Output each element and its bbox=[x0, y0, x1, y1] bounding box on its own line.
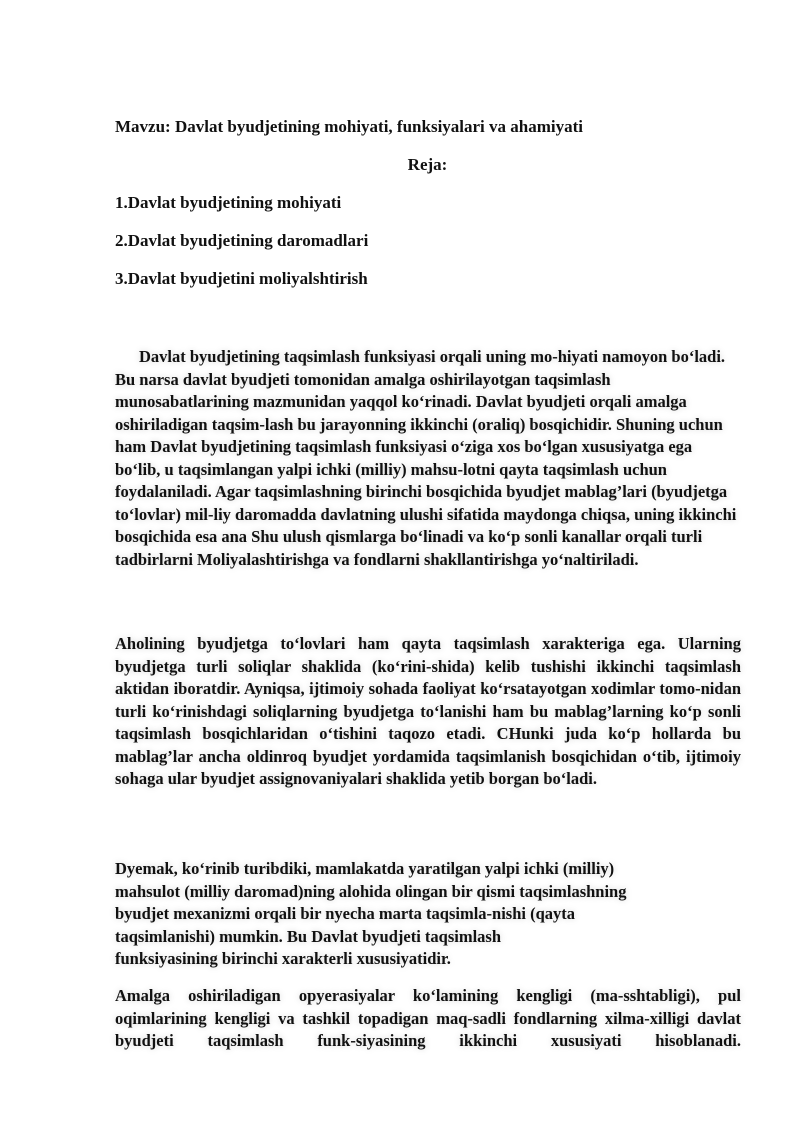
plan-heading: Reja: bbox=[407, 155, 448, 174]
document-title: Mavzu: Davlat byudjetining mohiyati, funksiyalari va ahamiyati bbox=[115, 117, 584, 136]
paragraph-3-line: Dyemak, ko‘rinib turibdiki, mamlakatda yaratilgan yalpi ichki (milliy) bbox=[115, 859, 615, 878]
paragraph-3-line: taqsimlanishi) mumkin. Bu Davlat byudjeti taqsimlash bbox=[115, 926, 502, 946]
paragraph-4: Amalga oshiriladigan opyerasiyalar ko‘lamining kengligi (ma-sshtabligi), pul oqimlarining kengligi va tashkil topadigan maq-sadli fondlarning xilma-xilligi davlat byudjeti taqsimlash funk-siyasining ikkinchi xususiyati hisoblanadi. bbox=[115, 986, 741, 1050]
plan-item-3: 3.Davlat byudjetini moliyalshtirish bbox=[115, 269, 368, 288]
paragraph-1-text: Davlat byudjetining taqsimlash funksiyasi orqali uning mo-hiyati namoyon bo‘ladi. Bu narsa davlat byudjeti tomonidan amalga oshirilayotgan taqsimlash munosabatlarining mazmunidan yaqqol ko‘rinadi. Davlat byudjeti orqali amalga oshiriladigan taqsim-lash bu jarayonning ikkinchi (oraliq) bosqichidir. Shuning uchun ham Davlat byudjetining taqsimlash funksiyasi o‘ziga xos bo‘lgan xususiyatga ega bo‘lib, u taqsimlangan yalpi ichki (milliy) mahsu-lotni qayta taqsimlash uchun foydalaniladi. Agar taqsimlashning birinchi bosqichida byudjet mablag’lari (byudjetga to‘lovlar) mil-liy daromadda davlatning ulushi sifatida maydonga chiqsa, uning ikkinchi bosqichida esa ana Shu ulush qismlarga bo‘linadi va ko‘p sonli kanallar orqali turli tadbirlarni Moliyalashtirishga va fondlarni shakllantirishga yo‘naltiriladi. bbox=[115, 347, 737, 569]
paragraph-2: Aholining byudjetga to‘lovlari ham qayta taqsimlash xarakteriga ega. Ularning byudjetga turli soliqlar shaklida (ko‘rini-shida) kelib tushishi ikkinchi taqsimlash aktidan iboratdir. Ayniqsa, ijtimoiy sohada faoliyat ko‘rsatayotgan xodimlar tomo-nidan turli ko‘rinishdagi soliqlarning byudjetga to‘lanishi ham bu mablag’larning ko‘p sonli taqsimlash bosqichlaridan o‘tishini taqozo etadi. CHunki juda ko‘p hollarda bu mablag’lar ancha oldinroq byudjet yordamida taqsimlanish bosqichidan o‘tib, ijtimoiy sohaga ular byudjet assignovaniyalari shaklida yetib borgan bo‘ladi. bbox=[115, 634, 741, 788]
paragraph-1 bbox=[115, 346, 741, 571]
paragraph-3-line: funksiyasining birinchi xarakterli xususiyatidir. bbox=[115, 949, 451, 968]
plan-item-2: 2.Davlat byudjetining daromadlari bbox=[115, 231, 369, 250]
paragraph-3 bbox=[115, 858, 741, 971]
paragraph-3-line: mahsulot (milliy daromad)ning alohida olingan bir qismi taqsimlashning bbox=[115, 881, 627, 901]
paragraph-3-line: byudjet mexanizmi orqali bir nyecha marta taqsimla-nishi (qayta bbox=[115, 904, 576, 923]
plan-item-1: 1.Davlat byudjetining mohiyati bbox=[115, 193, 342, 212]
